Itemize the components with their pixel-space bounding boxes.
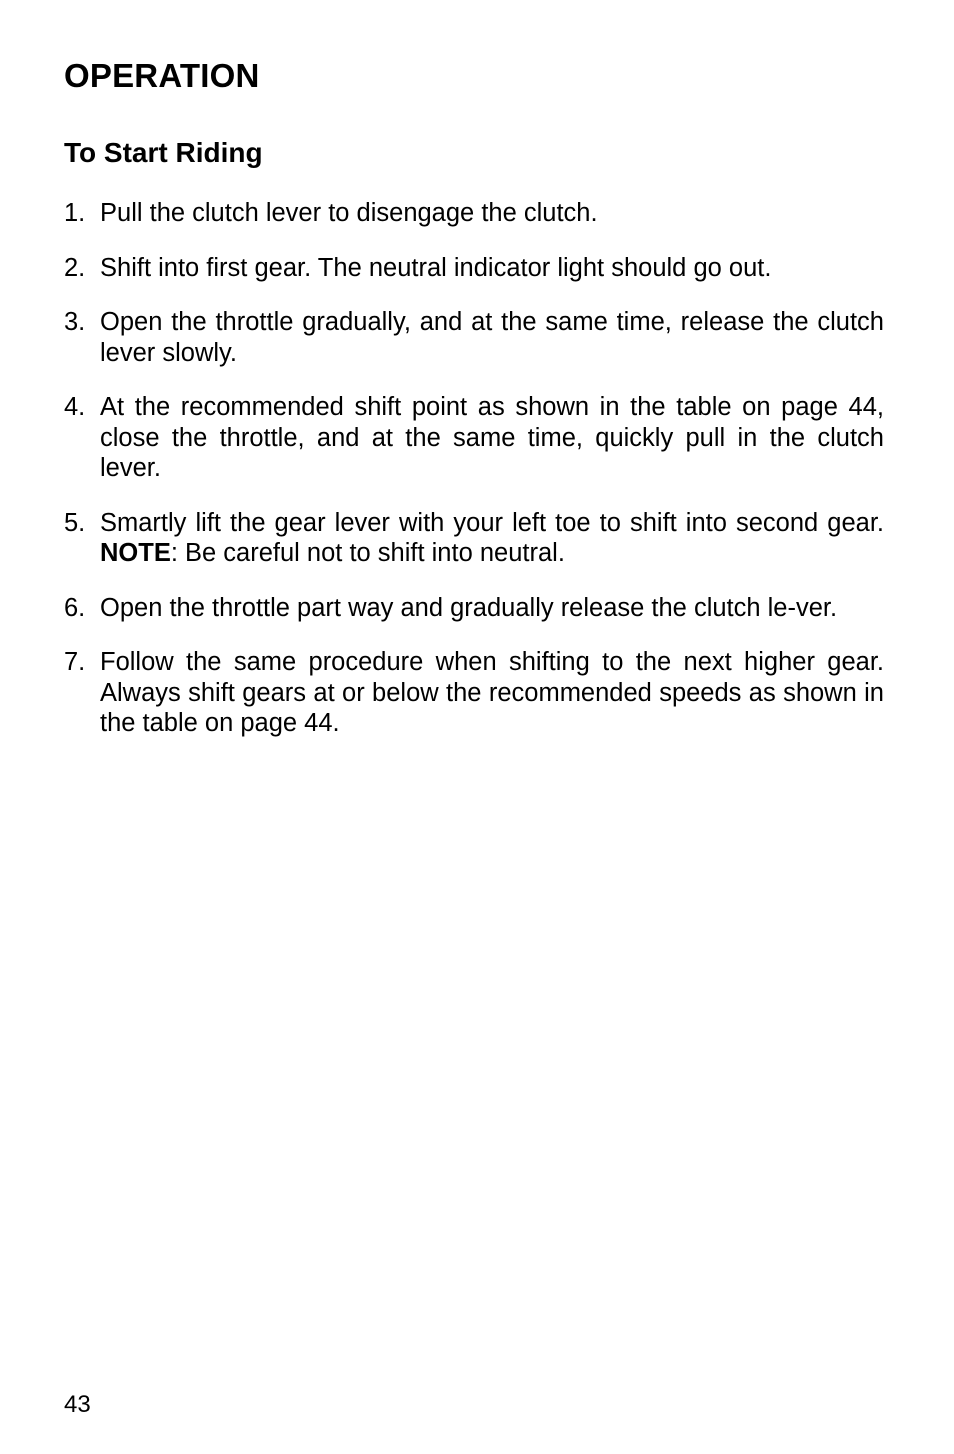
step-item-2 (64, 253, 884, 284)
step-text: Follow the same procedure when shifting to the next higher gear. Always shift gears at or below the recommended speeds as shown in the table on page 44. (100, 648, 884, 737)
steps-list (64, 198, 884, 763)
step-text: Pull the clutch lever to disengage the clutch. (100, 199, 598, 227)
step-text: At the recommended shift point as shown in the table on page 44, close the throttle, and at the same time, quickly pull in the clutch lever. (100, 393, 884, 482)
step-text: Smartly lift the gear lever with your left toe to shift into second gear. (100, 508, 884, 537)
step-text: Open the throttle gradually, and at the same time, release the clutch lever slowly. (100, 308, 884, 367)
step-item-1 (64, 198, 884, 229)
page-heading: OPERATION (64, 57, 260, 94)
step-text: Open the throttle part way and gradually release the clutch le-ver. (100, 593, 838, 622)
note-text: : Be careful not to shift into neutral. (170, 539, 565, 567)
note-label: NOTE (100, 539, 171, 567)
section-title: To Start Riding (64, 137, 263, 168)
step-number: 4. (64, 393, 86, 421)
step-number: 1. (64, 199, 86, 227)
step-item-6 (64, 593, 884, 624)
step-text: Shift into first gear. The neutral indicator light should go out. (100, 253, 772, 282)
step-item-3 (64, 307, 884, 368)
step-number: 7. (64, 648, 86, 676)
page-number: 43 (64, 1391, 91, 1418)
step-number: 6. (64, 593, 86, 622)
step-item-4 (64, 392, 884, 484)
step-item-7 (64, 647, 884, 739)
step-number: 2. (64, 253, 86, 282)
step-item-5 (64, 508, 884, 569)
step-number: 3. (64, 308, 86, 336)
step-number: 5. (64, 508, 86, 537)
